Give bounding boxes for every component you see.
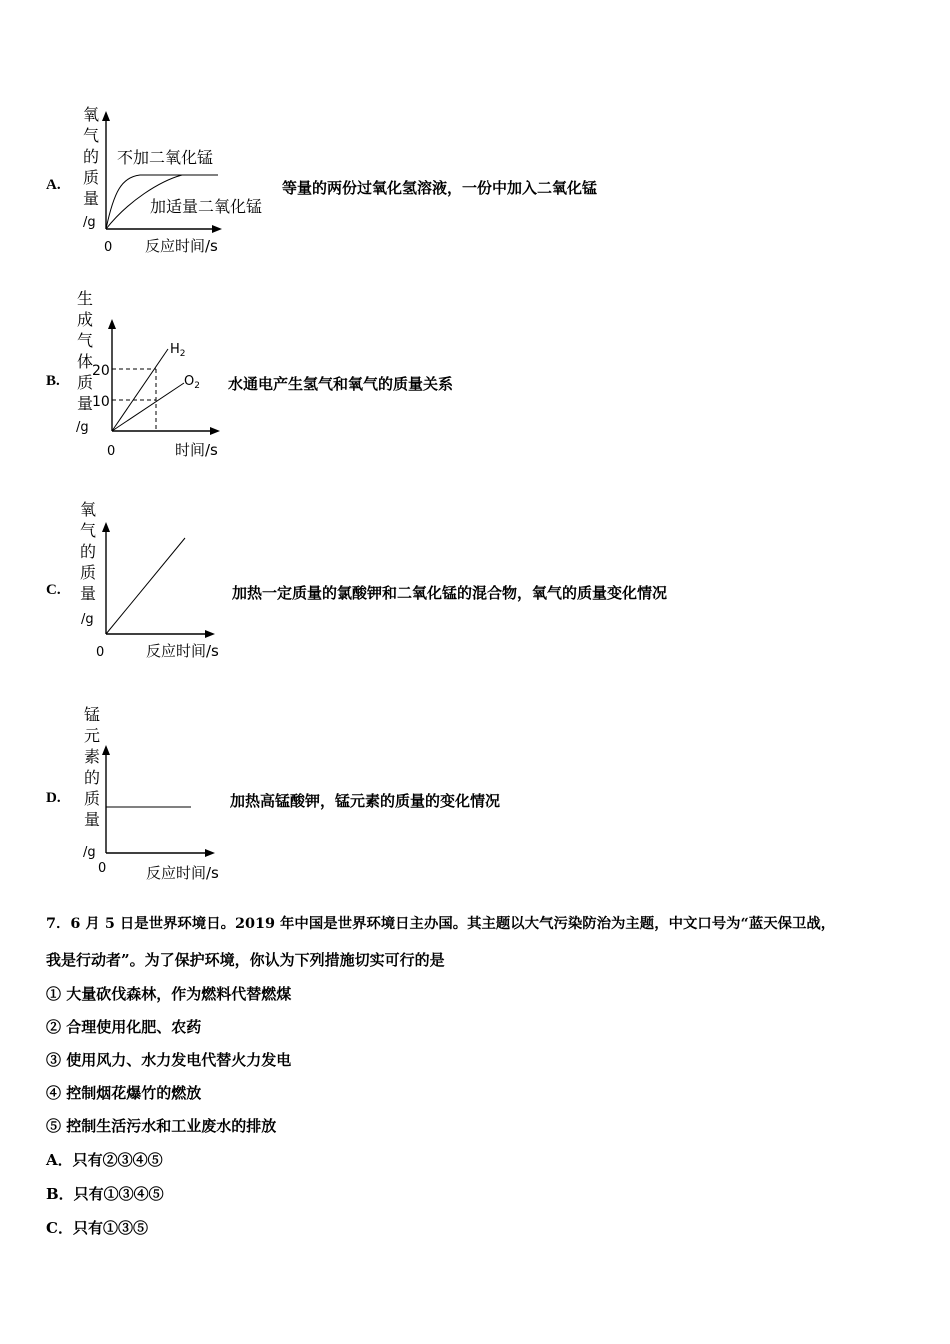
o2-label — [184, 374, 200, 391]
y-label-char: 氧 — [79, 500, 96, 519]
y-label-char: 量 — [82, 189, 99, 208]
y-label-char: 量 — [76, 394, 93, 413]
x-axis-arrow — [205, 849, 215, 857]
y-label-char: 气 — [82, 126, 99, 145]
y-label-char: 量 — [79, 584, 96, 603]
y-label-char: 氧 — [82, 105, 99, 124]
origin-label: 0 — [98, 861, 107, 876]
measure-item-3: ③ 使用风力、水力发电代替火力发电 — [46, 1051, 292, 1069]
measure-item-5: ⑤ 控制生活污水和工业废水的排放 — [46, 1117, 277, 1135]
choice-c: C．只有①③⑤ — [46, 1219, 148, 1237]
o2-subscript: 2 — [194, 381, 200, 391]
y-label-char: 气 — [79, 521, 96, 540]
measure-item-4: ④ 控制烟花爆竹的燃放 — [46, 1084, 202, 1102]
y-unit: /g — [76, 420, 89, 435]
y-label-char: 元 — [83, 726, 100, 745]
tick-label-20: 20 — [92, 363, 110, 379]
question-7-stem-line-2: 我是行动者”。为了保护环境，你认为下列措施切实可行的是 — [46, 951, 445, 969]
option-d-description: 加热高锰酸钾，锰元素的质量的变化情况 — [230, 792, 501, 810]
measure-item-1: ① 大量砍伐森林，作为燃料代替燃煤 — [46, 985, 292, 1003]
y-label-char: 的 — [79, 542, 96, 561]
y-label-char: 量 — [83, 810, 100, 829]
oxygen-line — [106, 538, 185, 634]
tick-label-10: 10 — [92, 394, 110, 410]
origin-label: 0 — [107, 444, 116, 459]
x-axis-arrow — [212, 225, 222, 233]
option-a-graph — [70, 105, 310, 265]
y-unit: /g — [81, 612, 94, 627]
option-a-letter: A. — [46, 177, 61, 193]
curve-label-with-catalyst: 加适量二氧化锰 — [150, 197, 263, 216]
y-unit: /g — [83, 215, 96, 230]
y-label-char: 素 — [83, 747, 100, 766]
y-axis-arrow — [102, 522, 110, 532]
y-label-char: 质 — [82, 168, 99, 187]
y-label-char: 体 — [76, 352, 93, 371]
y-axis-arrow — [108, 319, 116, 329]
o2-symbol: O — [184, 374, 195, 389]
option-d-letter: D. — [46, 790, 61, 806]
option-c-letter: C. — [46, 582, 61, 598]
x-axis-arrow — [210, 427, 220, 435]
y-axis-arrow — [102, 111, 110, 121]
x-axis-label: 反应时间/s — [145, 237, 218, 255]
h2-subscript: 2 — [179, 349, 186, 359]
y-label-char: 质 — [76, 373, 93, 392]
h2-label — [170, 342, 186, 359]
origin-label: 0 — [104, 240, 113, 255]
y-label-char: 质 — [79, 563, 96, 582]
y-label-char: 气 — [76, 331, 93, 350]
x-axis-label: 时间/s — [175, 441, 218, 459]
y-label-char: 质 — [83, 789, 100, 808]
question-7-stem-line-1: 7．6 月 5 日是世界环境日。2019 年中国是世界环境日主办国。其主题以大气污染防治为主题，中文口号为“蓝天保卫战， — [46, 915, 836, 932]
option-b-letter: B. — [46, 373, 60, 389]
o2-line — [112, 383, 184, 431]
y-unit: /g — [83, 845, 96, 860]
y-label-char: 成 — [76, 310, 93, 329]
y-label-char: 的 — [82, 147, 99, 166]
option-b-graph — [70, 305, 290, 485]
choice-b: B．只有①③④⑤ — [46, 1185, 164, 1203]
option-a-description: 等量的两份过氧化氢溶液，一份中加入二氧化锰 — [282, 179, 598, 197]
choice-a: A．只有②③④⑤ — [46, 1151, 163, 1169]
y-label-char: 锰 — [83, 705, 100, 724]
option-c-description: 加热一定质量的氯酸钾和二氧化锰的混合物，氧气的质量变化情况 — [232, 584, 668, 602]
x-axis-arrow — [205, 630, 215, 638]
h2-line — [112, 349, 168, 431]
curve-label-no-catalyst: 不加二氧化锰 — [117, 148, 214, 167]
origin-label: 0 — [96, 645, 105, 660]
x-axis-label: 反应时间/s — [146, 642, 219, 660]
y-axis-arrow — [102, 745, 110, 755]
option-b-description: 水通电产生氢气和氧气的质量关系 — [228, 375, 454, 393]
x-axis-label: 反应时间/s — [146, 864, 219, 882]
measure-item-2: ② 合理使用化肥、农药 — [46, 1018, 202, 1036]
y-label-char: 生 — [76, 289, 93, 308]
h2-symbol: H — [170, 342, 180, 357]
y-label-char: 的 — [83, 768, 100, 787]
